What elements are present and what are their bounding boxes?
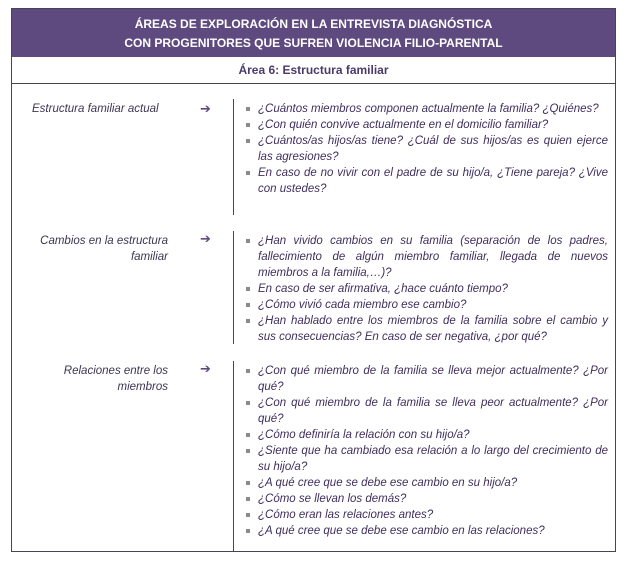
list-item: [246, 165, 608, 197]
column-divider: [233, 231, 234, 344]
list-item: [246, 117, 608, 133]
list-item: [246, 395, 608, 427]
question-text: ¿Siente que ha cambiado esa relación a lo largo del crecimiento de su hijo/a?: [258, 445, 608, 473]
bullet-icon: [246, 319, 250, 323]
question-text: ¿A qué cree que se debe ese cambio en su hijo/a?: [258, 477, 518, 489]
bullet-icon: [246, 303, 250, 307]
question-text: ¿Cómo definiría la relación con su hijo/a?: [258, 429, 470, 441]
section-relaciones: [12, 361, 615, 551]
bullet-icon: [246, 513, 250, 517]
list-item: [246, 233, 608, 281]
question-text: En caso de ser afirmativa, ¿hace cuánto tiempo?: [258, 283, 508, 295]
list-item: [246, 101, 608, 117]
title-line-1: ÁREAS DE EXPLORACIÓN EN LA ENTREVISTA DIAGNÓSTICA: [134, 17, 493, 31]
question-text: ¿Cómo se llevan los demás?: [258, 493, 407, 505]
table-header: [12, 9, 615, 57]
section-cambios: [12, 231, 615, 351]
right-arrow-icon: ➔: [200, 361, 211, 376]
title-line-2: CON PROGENITORES QUE SUFREN VIOLENCIA FILIO-PARENTAL: [124, 36, 503, 50]
question-text: ¿Han hablado entre los miembros de la familia sobre el cambio y sus consecuencias? En caso de ser negativa, ¿por qué?: [258, 315, 608, 343]
area-title: Área 6: Estructura familiar: [12, 57, 615, 84]
column-divider: [233, 361, 234, 551]
list-item: [246, 281, 608, 297]
question-text: ¿Cómo vivió cada miembro ese cambio?: [258, 299, 467, 311]
question-text: ¿Con quién convive actualmente en el domicilio familiar?: [258, 119, 549, 131]
right-arrow-icon: ➔: [200, 101, 211, 116]
bullet-icon: [246, 369, 250, 373]
bullet-icon: [246, 449, 250, 453]
question-list: [246, 363, 608, 539]
question-text: ¿Con qué miembro de la familia se lleva mejor actualmente? ¿Por qué?: [258, 365, 608, 393]
question-text: ¿Han vivido cambios en su familia (separación de los padres, fallecimiento de algún miembro familiar, llegada de nuevos miembros a la familia,…)?: [258, 235, 608, 279]
bullet-icon: [246, 107, 250, 111]
list-item: [246, 443, 608, 475]
question-text: ¿Cuántos miembros componen actualmente la familia? ¿Quiénes?: [258, 103, 599, 115]
section-label: Estructura familiar actual: [32, 103, 159, 115]
column-divider: [233, 99, 234, 215]
question-text: ¿Cuántos/as hijos/as tiene? ¿Cuál de sus hijos/as es quien ejerce las agresiones?: [258, 135, 608, 163]
list-item: [246, 523, 608, 539]
bullet-icon: [246, 123, 250, 127]
list-item: [246, 427, 608, 443]
list-item: [246, 313, 608, 345]
list-item: [246, 491, 608, 507]
question-list: [246, 101, 608, 197]
bullet-icon: [246, 401, 250, 405]
list-item: [246, 133, 608, 165]
list-item: [246, 297, 608, 313]
list-item: [246, 507, 608, 523]
question-text: ¿Cómo eran las relaciones antes?: [258, 509, 434, 521]
question-list: [246, 233, 608, 345]
bullet-icon: [246, 171, 250, 175]
question-text: En caso de no vivir con el padre de su hijo/a, ¿Tiene pareja? ¿Vive con ustedes?: [258, 167, 608, 195]
bullet-icon: [246, 433, 250, 437]
section-estructura-actual: [12, 99, 615, 225]
section-label: Cambios en la estructura familiar: [40, 235, 168, 263]
document-table: [11, 8, 616, 552]
bullet-icon: [246, 481, 250, 485]
bullet-icon: [246, 529, 250, 533]
question-text: ¿A qué cree que se debe ese cambio en las relaciones?: [258, 525, 545, 537]
list-item: [246, 363, 608, 395]
question-text: ¿Con qué miembro de la familia se lleva peor actualmente? ¿Por qué?: [258, 397, 608, 425]
right-arrow-icon: ➔: [200, 231, 211, 246]
bullet-icon: [246, 139, 250, 143]
bullet-icon: [246, 497, 250, 501]
bullet-icon: [246, 287, 250, 291]
bullet-icon: [246, 239, 250, 243]
list-item: [246, 475, 608, 491]
section-label: Relaciones entre los miembros: [63, 365, 168, 393]
